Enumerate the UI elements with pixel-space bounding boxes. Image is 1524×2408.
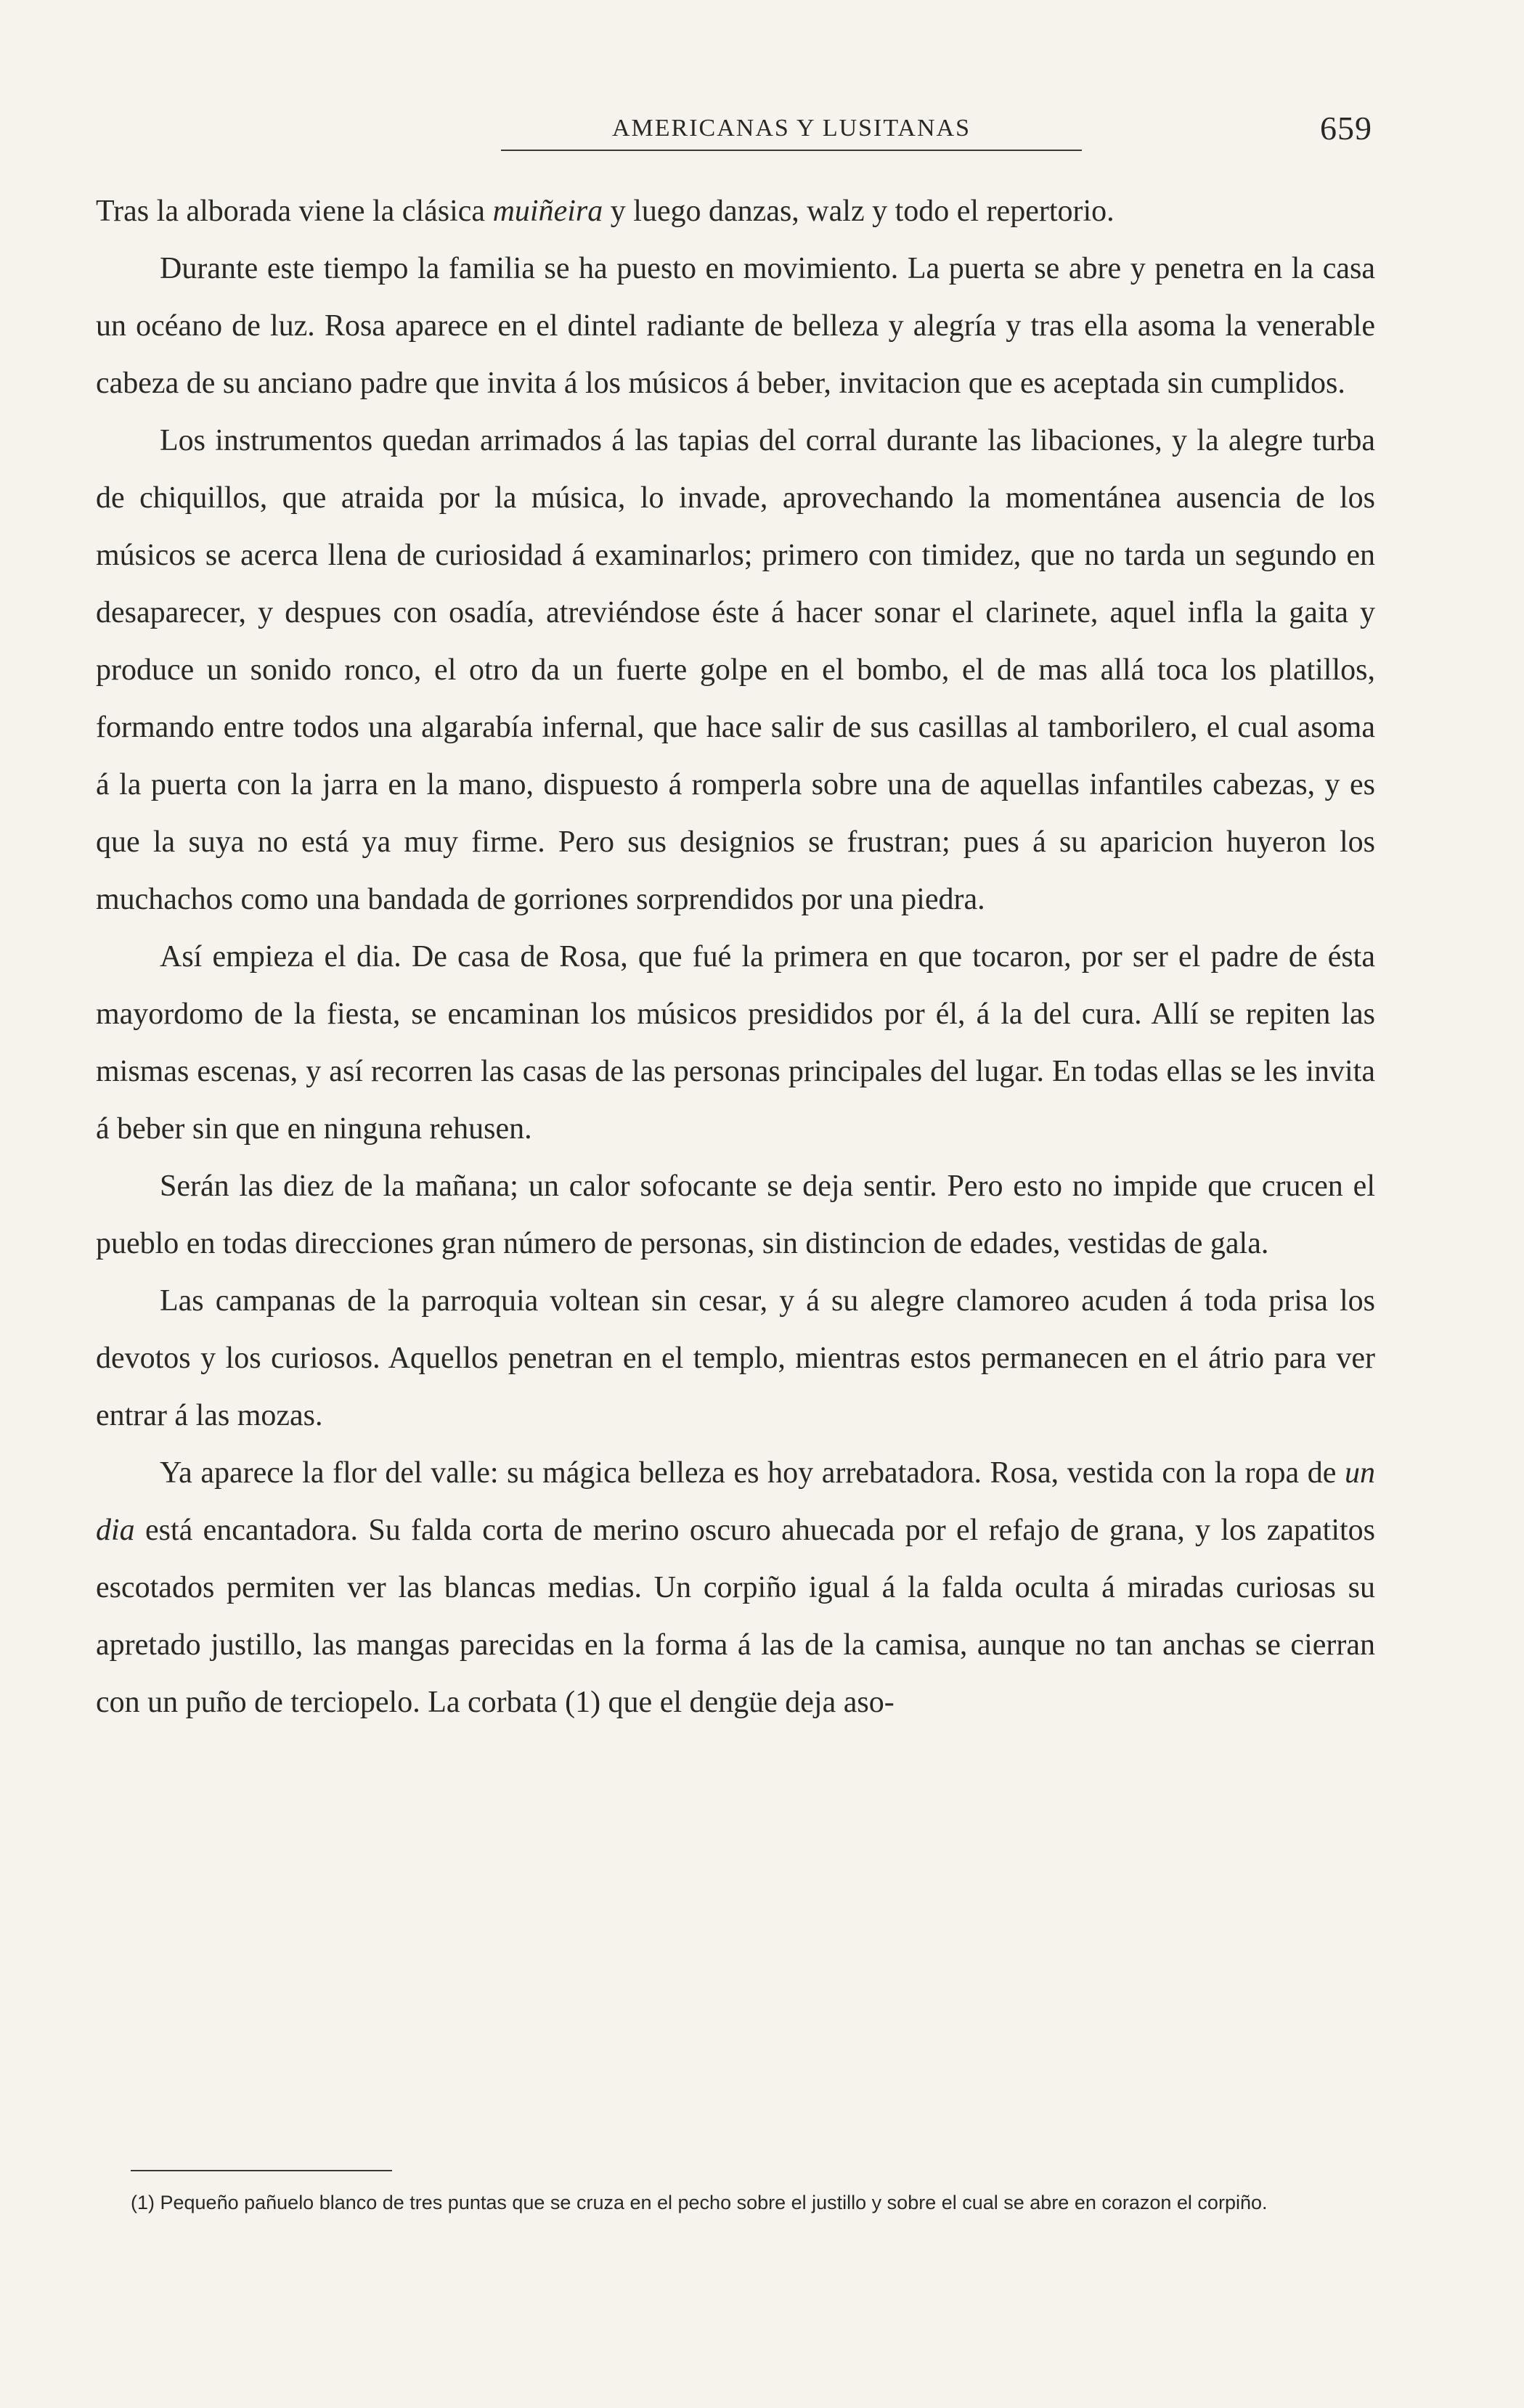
body-text <box>96 183 1375 1731</box>
italic-term: muiñeira <box>492 195 603 228</box>
text-segment: Así empieza el dia. De casa de Rosa, que fué la primera en que tocaron, por ser el padre de ésta mayordomo de la fiesta, se encaminan los músicos presididos por él, á la del cura. Allí se repiten las mismas escenas, y así recorren las casas de las personas principales del lugar. En todas ellas se les invita á beber sin que en ninguna rehusen. <box>96 940 1375 1146</box>
text-segment: Durante este tiempo la familia se ha puesto en movimiento. La puerta se abre y penetra en la casa un océano de luz. Rosa aparece en el dintel radiante de belleza y alegría y tras ella asoma la venerable cabeza de su anciano padre que invita á los músicos á beber, invitacion que es aceptada sin cumplidos. <box>96 252 1375 400</box>
footnote-divider <box>131 2170 392 2171</box>
paragraph <box>96 928 1375 1158</box>
italic-term: un dia <box>96 1456 1375 1547</box>
paragraph <box>96 240 1375 412</box>
paragraph <box>96 1445 1375 1731</box>
text-segment: Las campanas de la parroquia voltean sin cesar, y á su alegre clamoreo acuden á toda prisa los devotos y los curiosos. Aquellos penetran en el templo, mientras estos permanecen en el átrio para ver entrar á las mozas. <box>96 1284 1375 1432</box>
text-segment: Los instrumentos quedan arrimados á las tapias del corral durante las libaciones, y la alegre turba de chiquillos, que atraida por la música, lo invade, aprovechando la momentánea ausencia de los músicos se acerca llena de curiosidad á examinarlos; primero con timidez, que no tarda un segundo en desaparecer, y despues con osadía, atreviéndose éste á hacer sonar el clarinete, aquel infla la gaita y produce un sonido ronco, el otro da un fuerte golpe en el bombo, el de mas allá toca los platillos, formando entre todos una algarabía infernal, que hace salir de sus casillas al tamborilero, el cual asoma á la puerta con la jarra en la mano, dispuesto á romperla sobre una de aquellas infantiles cabezas, y es que la suya no está ya muy firme. Pero sus designios se frustran; pues á su aparicion huyeron los muchachos como una bandada de gorriones sorprendidos por una piedra. <box>96 424 1375 916</box>
page-number: 659 <box>1320 110 1372 147</box>
paragraph <box>96 1158 1375 1273</box>
running-title: AMERICANAS Y LUSITANAS <box>501 115 1082 151</box>
text-segment: Ya aparece la flor del valle: su mágica belleza es hoy arrebatadora. Rosa, vestida con la ropa de <box>160 1456 1345 1490</box>
footnote: (1) Pequeño pañuelo blanco de tres puntas que se cruza en el pecho sobre el justillo y sobre el cual se abre en corazon el corpiño. <box>131 2192 1268 2213</box>
page-header <box>94 102 1372 152</box>
paragraph <box>96 183 1375 240</box>
text-segment: Tras la alborada viene la clásica <box>96 195 493 228</box>
paragraph <box>96 1273 1375 1445</box>
text-segment: Serán las diez de la mañana; un calor sofocante se deja sentir. Pero esto no impide que crucen el pueblo en todas direcciones gran número de personas, sin distincion de edades, vestidas de gala. <box>96 1170 1375 1260</box>
paragraph <box>96 412 1375 928</box>
text-segment: y luego danzas, walz y todo el repertorio. <box>603 195 1115 228</box>
text-segment: está encantadora. Su falda corta de merino oscuro ahuecada por el refajo de grana, y los zapatitos escotados permiten ver las blancas medias. Un corpiño igual á la falda oculta á miradas curiosas su apretado justillo, las mangas parecidas en la forma á las de la camisa, aunque no tan anchas se cierran con un puño de terciopelo. La corbata (1) que el dengüe deja aso- <box>96 1514 1375 1719</box>
